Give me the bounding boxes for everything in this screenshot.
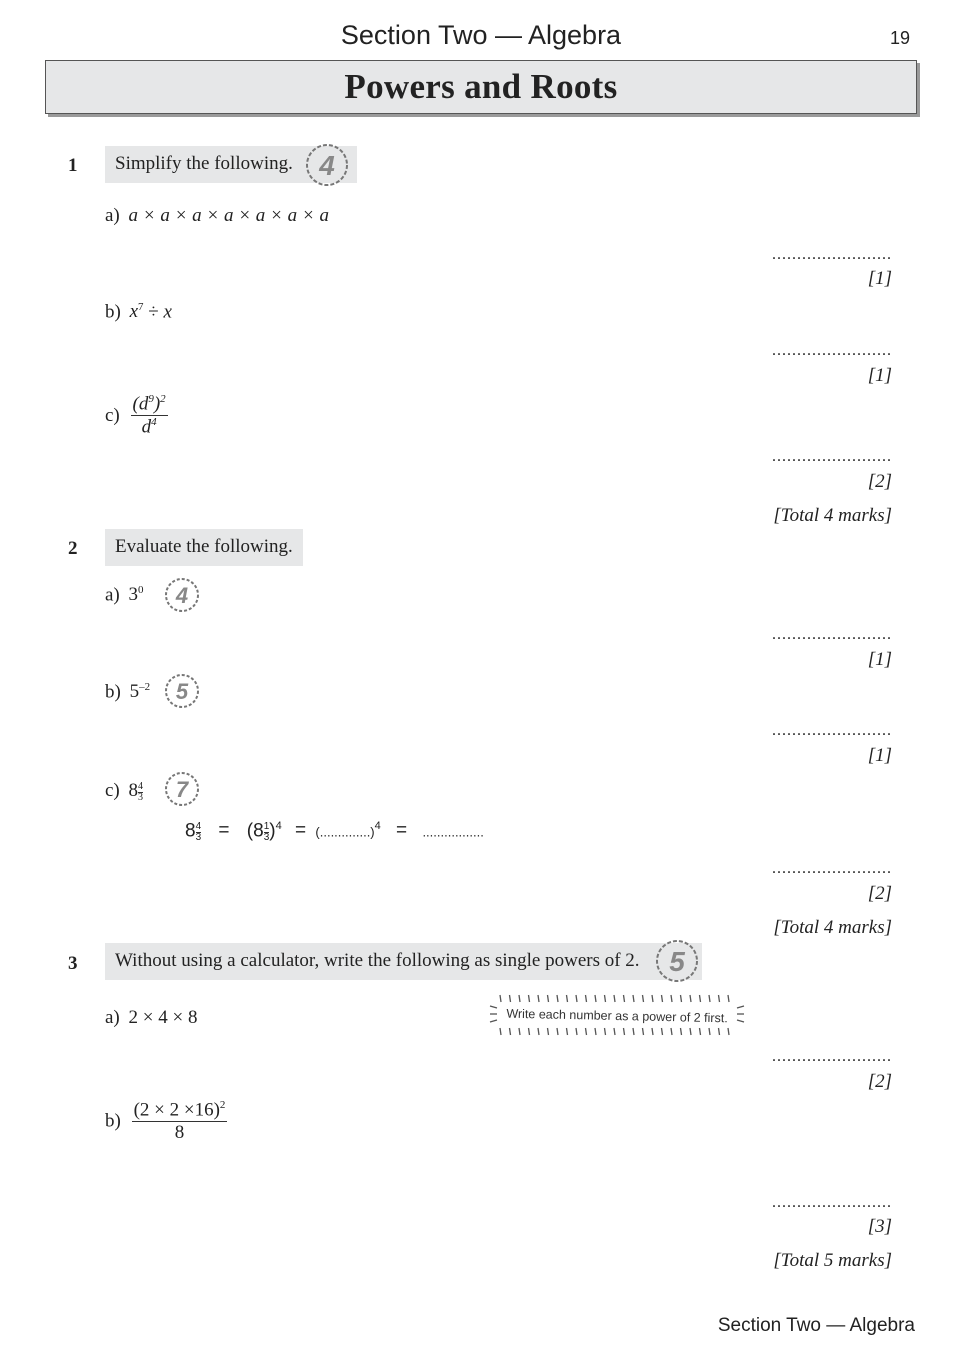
- work-blank-2: .................: [422, 824, 484, 840]
- answer-line-q2b: ........................: [772, 722, 892, 739]
- q2-part-b-exp: –2: [139, 681, 151, 693]
- q3-part-b-denominator: 8: [174, 1122, 185, 1144]
- work-base: 8: [185, 820, 196, 842]
- question-3-prompt: [105, 943, 702, 980]
- q1-part-a: [105, 205, 329, 227]
- work-equals-3: =: [396, 820, 408, 842]
- q3-part-b: [105, 1100, 227, 1143]
- q2-part-c-base: 8: [128, 780, 139, 801]
- q1-part-b-label: b): [105, 301, 121, 323]
- q1-part-b-op: ÷: [148, 301, 159, 323]
- q2-part-a-exp: 0: [138, 584, 144, 596]
- q1-part-b: [105, 301, 172, 323]
- q2-part-b-base: 5: [129, 681, 140, 703]
- marks-q3a: [2]: [867, 1071, 892, 1092]
- page-number: 19: [889, 28, 910, 48]
- question-number-3: 3: [68, 953, 78, 974]
- hint-callout: [488, 992, 746, 1038]
- answer-line-q1b: ........................: [772, 342, 892, 359]
- q1-part-b-base: x: [129, 301, 139, 323]
- answer-line-q3b: ........................: [772, 1194, 892, 1211]
- q3-part-a-label: a): [105, 1007, 120, 1028]
- svg-text:5: 5: [669, 946, 685, 977]
- q1-part-c: [105, 394, 168, 438]
- q2-part-c-label: c): [105, 780, 120, 801]
- question-number-2: 2: [68, 538, 78, 559]
- question-2-prompt-text: Evaluate the following.: [115, 536, 293, 557]
- work-blank-1: (..............): [315, 824, 375, 840]
- q3-part-a: [105, 1007, 197, 1029]
- footer-section: Section Two — Algebra: [717, 1315, 915, 1336]
- svg-text:4: 4: [319, 150, 335, 181]
- q3-part-a-expr: 2 × 4 × 8: [128, 1007, 198, 1028]
- q2-part-a-base: 3: [128, 584, 139, 606]
- q1-part-c-numerator: $(d^9)^2$: [132, 393, 166, 415]
- q2-part-a: [105, 584, 144, 606]
- question-1-prompt-text: Simplify the following.: [115, 153, 293, 174]
- marks-q3b: [3]: [867, 1216, 892, 1237]
- answer-line-q2a: ........................: [772, 626, 892, 643]
- question-2-prompt: [105, 529, 303, 566]
- question-number-1: 1: [68, 155, 78, 176]
- answer-line-q1a: ........................: [772, 246, 892, 263]
- q2c-working-line: 8 $\frac{4}{3}$ = (8 $\frac{1}{3}$ )$^4$ = (..............)$^4$ = .................: [185, 820, 484, 843]
- q3-part-b-fraction: [132, 1100, 228, 1143]
- title-banner: [45, 60, 917, 114]
- total-marks-q1: [Total 4 marks]: [773, 505, 892, 526]
- q1-part-c-fraction: [131, 394, 168, 438]
- work-equals-1: =: [218, 820, 230, 842]
- question-3-prompt-text: Without using a calculator, write the following as single powers of 2.: [115, 950, 640, 971]
- grade-5-badge-icon: [652, 938, 702, 984]
- svg-text:5: 5: [175, 679, 189, 704]
- q1-part-b-exp: 7: [138, 301, 144, 313]
- marks-q1a: [1]: [867, 268, 892, 289]
- page-title: Powers and Roots: [344, 67, 618, 106]
- grade-7-badge-icon: [162, 770, 202, 808]
- total-marks-q2: [Total 4 marks]: [773, 917, 892, 938]
- svg-text:4: 4: [175, 583, 189, 608]
- answer-line-q3a: ........................: [772, 1048, 892, 1065]
- answer-line-q1c: ........................: [772, 448, 892, 465]
- grade-5-badge-icon: [162, 672, 202, 710]
- q1-part-b-var: x: [163, 301, 172, 323]
- q1-part-a-expr: a × a × a × a × a × a × a: [128, 205, 329, 226]
- marks-q2c: [2]: [867, 883, 892, 904]
- q2-part-b: [105, 681, 150, 703]
- q2-part-b-label: b): [105, 681, 121, 703]
- marks-q1c: [2]: [867, 471, 892, 492]
- svg-text:7: 7: [175, 777, 189, 802]
- q2-part-c: [105, 780, 143, 803]
- grade-4-badge-icon: [162, 576, 202, 614]
- answer-line-q2c: ........................: [772, 860, 892, 877]
- marks-q2a: [1]: [867, 649, 892, 670]
- marks-q2b: [1]: [867, 745, 892, 766]
- section-header: Section Two — Algebra: [340, 20, 622, 50]
- grade-4-badge-icon: [301, 142, 353, 188]
- q1-part-a-label: a): [105, 205, 120, 226]
- hint-text: Write each number as a power of 2 first.: [506, 1006, 728, 1026]
- total-marks-q3: [Total 5 marks]: [773, 1250, 892, 1271]
- q3-part-b-numerator: $(2 \times 2 \times 16)^2$: [133, 1099, 226, 1121]
- marks-q1b: [1]: [867, 365, 892, 386]
- q1-part-c-label: c): [105, 404, 120, 426]
- q1-part-c-denominator: $d^4$: [141, 416, 157, 438]
- q2-part-c-exp: $\frac{4}{3}$: [138, 780, 144, 803]
- q3-part-b-label: b): [105, 1110, 121, 1132]
- work-equals-2: =: [295, 820, 307, 842]
- q2-part-a-label: a): [105, 584, 120, 606]
